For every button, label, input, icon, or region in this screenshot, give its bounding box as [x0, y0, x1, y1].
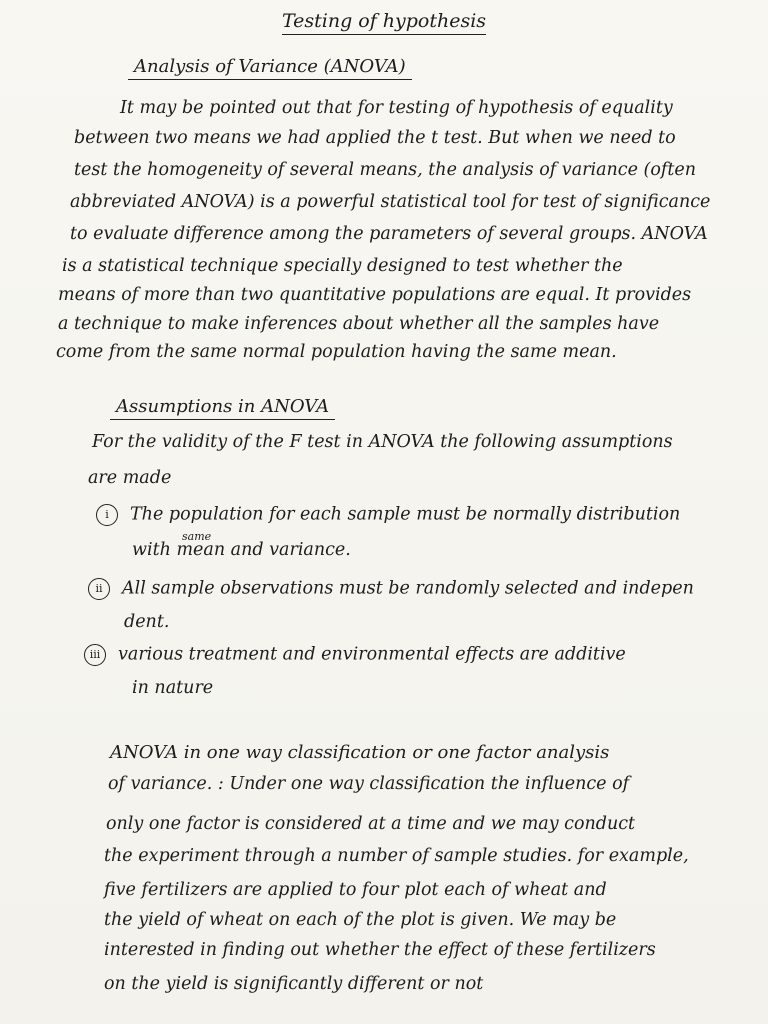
- assumption-item: [0, 644, 768, 666]
- text-line: abbreviated ANOVA) is a powerful statistical tool for test of significance: [70, 192, 711, 212]
- text-continuation: : Under one way classification the influence of: [217, 774, 630, 794]
- text-line: the yield of wheat on each of the plot is given. We may be: [104, 910, 617, 930]
- page-title: Testing of hypothesis: [0, 10, 768, 32]
- text-line: between two means we had applied the t test. But when we need to: [74, 128, 676, 148]
- text-line: a technique to make inferences about whether all the samples have: [58, 314, 660, 334]
- text-line: test the homogeneity of several means, the analysis of variance (often: [74, 160, 697, 180]
- text-line: on the yield is significantly different or not: [104, 974, 484, 994]
- text-line: [0, 774, 768, 794]
- item-text: various treatment and environmental effects are additive: [118, 644, 626, 665]
- item-text: All sample observations must be randomly selected and indepen: [122, 578, 694, 599]
- heading-continuation: of variance.: [108, 774, 213, 794]
- inserted-word: same: [182, 530, 212, 543]
- text-line: interested in finding out whether the effect of these fertilizers: [104, 940, 656, 960]
- item-text: The population for each sample must be normally distribution: [130, 504, 681, 525]
- item-marker: ii: [88, 578, 110, 600]
- text-line: to evaluate difference among the parameters of several groups. ANOVA: [70, 224, 708, 244]
- text-line: means of more than two quantitative populations are equal. It provides: [58, 285, 692, 305]
- text-line: five fertilizers are applied to four plot each of wheat and: [104, 880, 607, 900]
- item-marker: i: [96, 504, 118, 526]
- text-line: For the validity of the F test in ANOVA the following assumptions: [92, 432, 673, 452]
- text-line: is a statistical technique specially designed to test whether the: [62, 256, 623, 276]
- text-line: only one factor is considered at a time and we may conduct: [106, 814, 636, 834]
- text-line: come from the same normal population having the same mean.: [56, 342, 617, 362]
- assumption-item: [0, 504, 768, 526]
- item-marker: iii: [84, 644, 106, 666]
- text-line: dent.: [124, 612, 170, 632]
- text-line: the experiment through a number of sample studies. for example,: [104, 846, 689, 866]
- assumptions-heading: Assumptions in ANOVA: [110, 396, 335, 417]
- text-line: It may be pointed out that for testing of hypothesis of equality: [120, 98, 673, 118]
- text-line: with mean and variance.: [132, 540, 351, 560]
- text-line: in nature: [132, 678, 214, 698]
- anova-heading: Analysis of Variance (ANOVA): [128, 56, 412, 77]
- one-way-heading: ANOVA in one way classification or one factor analysis: [110, 742, 610, 763]
- text-line: are made: [88, 468, 172, 488]
- assumption-item: [0, 578, 768, 600]
